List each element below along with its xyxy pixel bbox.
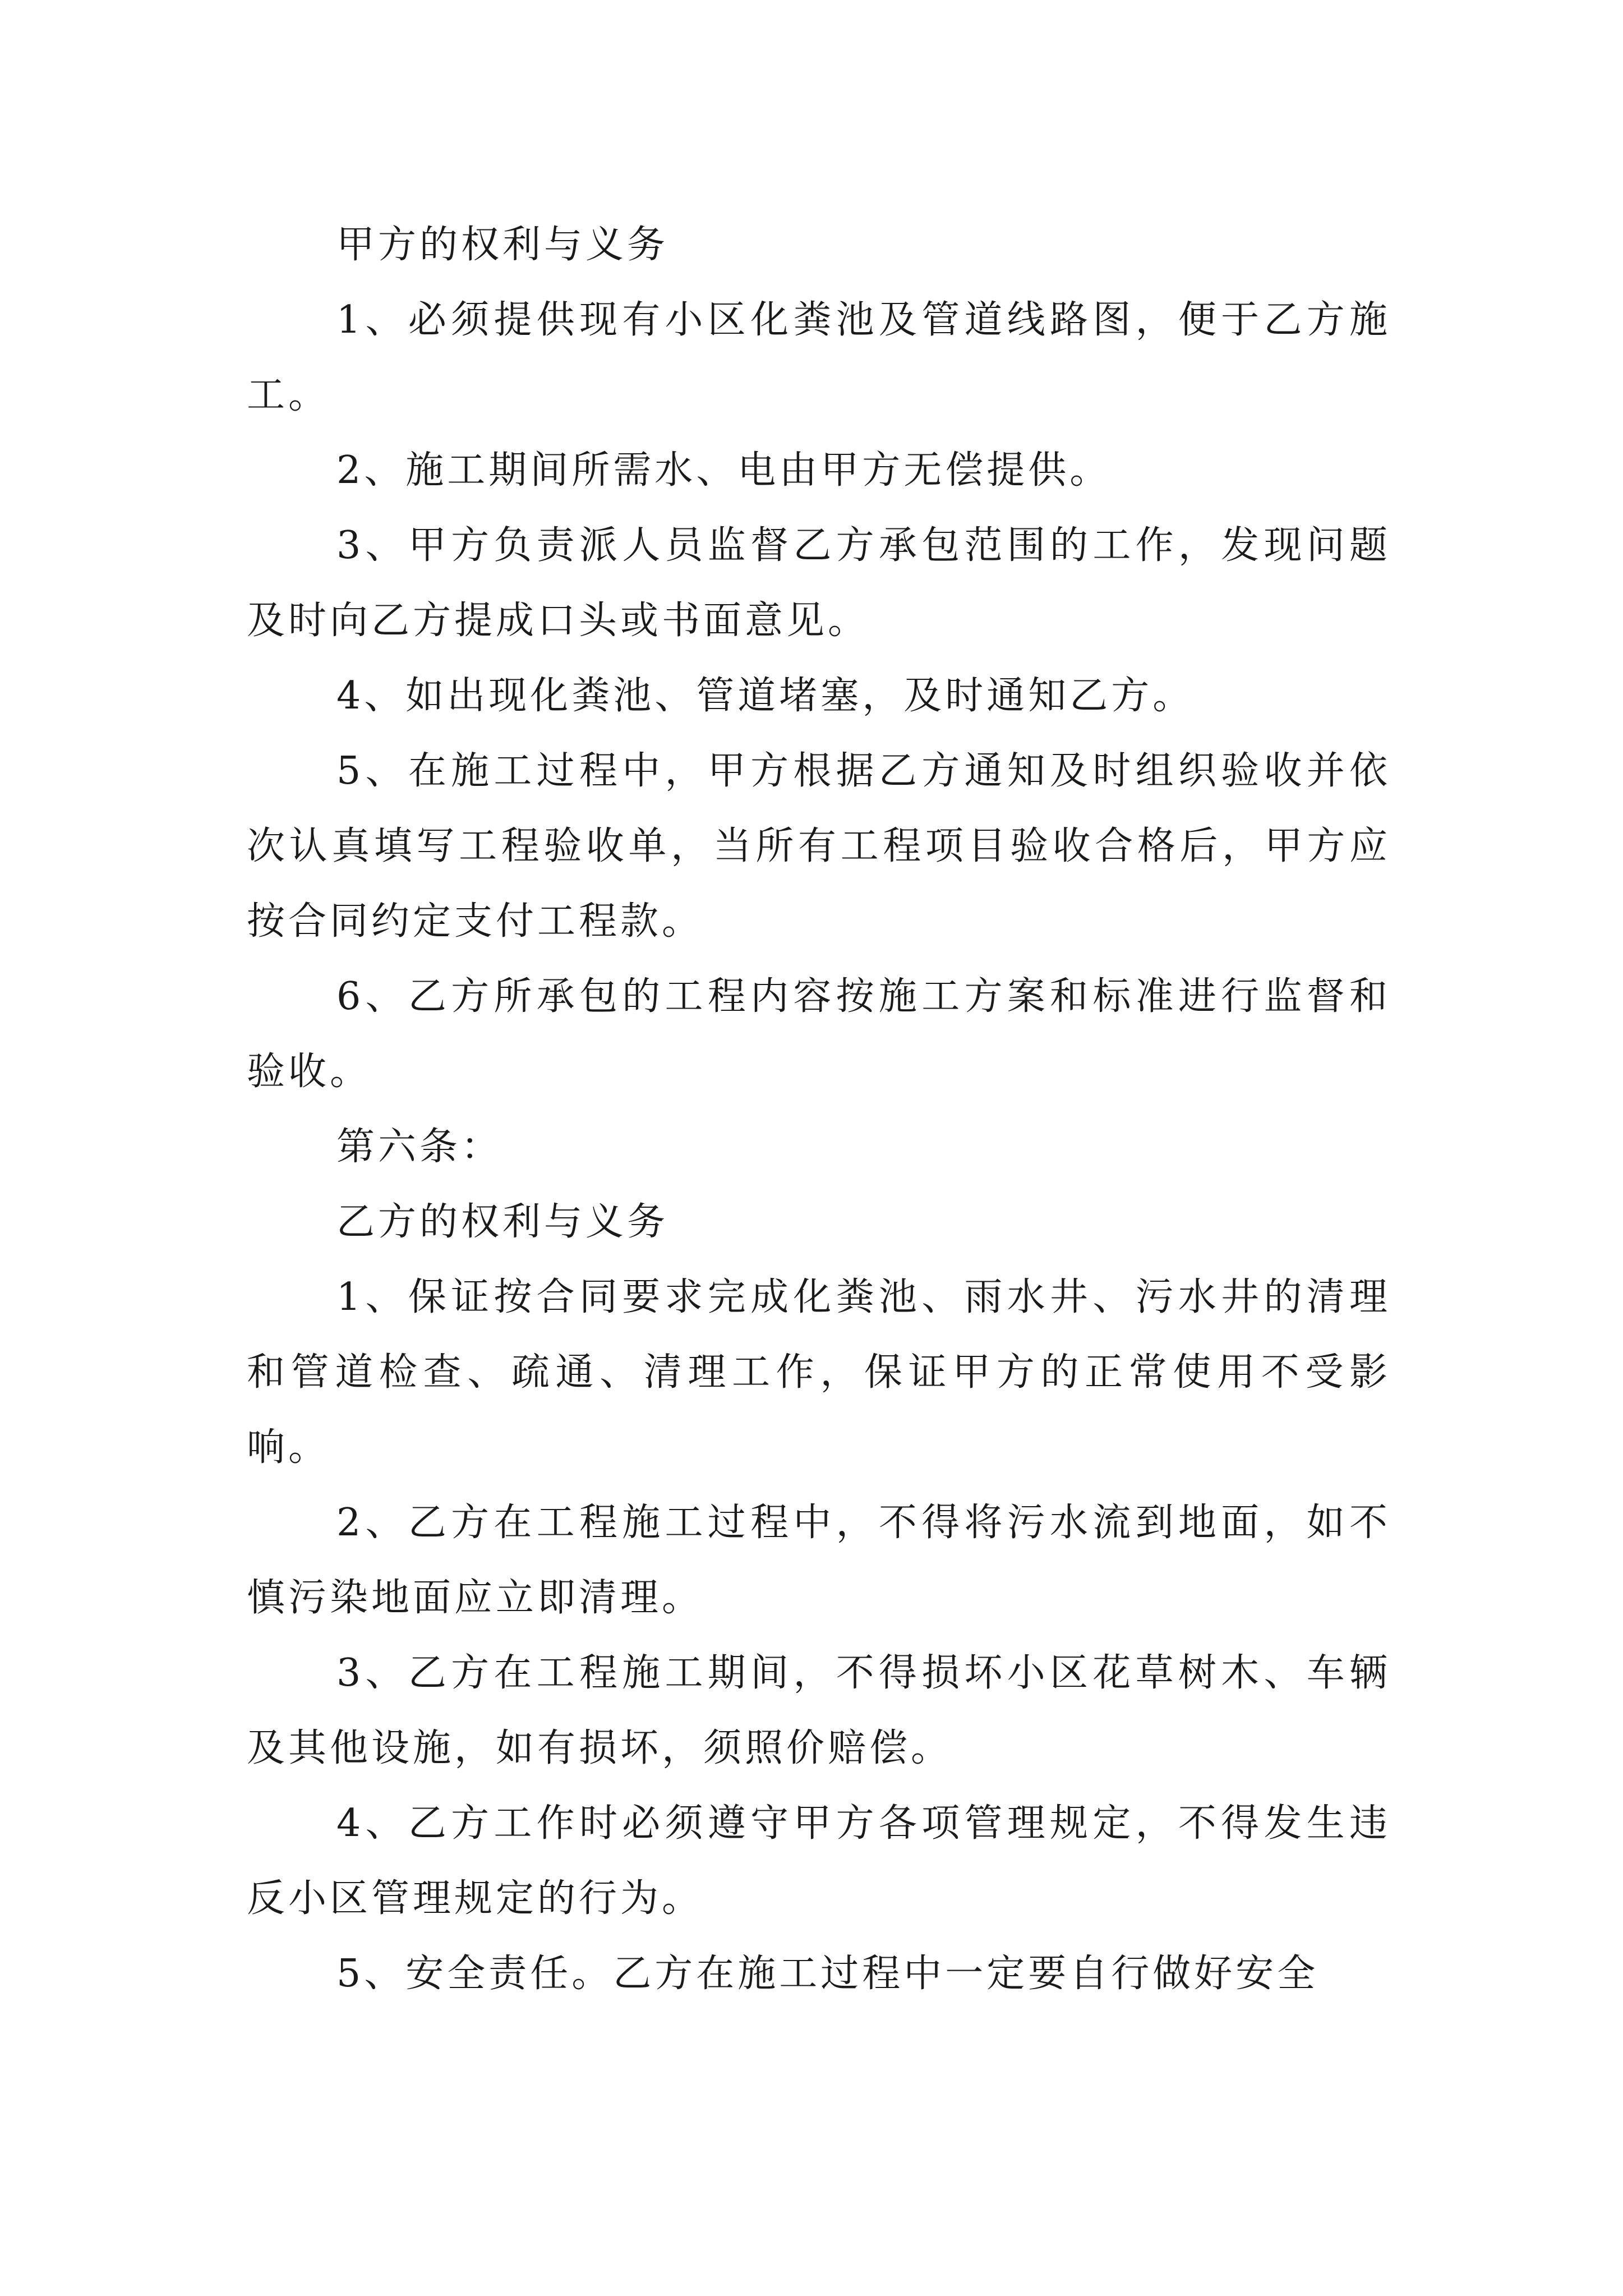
- party-a-clause-4: 4、如出现化粪池、管道堵塞，及时通知乙方。: [336, 674, 1195, 718]
- party-a-clause-3: 3、甲方负责派人员监督乙方承包范围的工作，发现问题及时向乙方提成口头或书面意见。: [247, 523, 1391, 643]
- party-a-clause-1: 1、必须提供现有小区化粪池及管道线路图，便于乙方施工。: [247, 298, 1391, 417]
- party-b-clause-2: 2、乙方在工程施工过程中，不得将污水流到地面，如不慎污染地面应立即清理。: [247, 1501, 1391, 1620]
- party-b-clause-3: 3、乙方在工程施工期间，不得损坏小区花草树木、车辆及其他设施，如有损坏，须照价赔偿。: [247, 1651, 1391, 1770]
- party-b-clause-1: 1、保证按合同要求完成化粪池、雨水井、污水井的清理和管道检查、疏通、清理工作，保证甲方的正常使用不受影响。: [247, 1275, 1391, 1470]
- party-b-clause-4: 4、乙方工作时必须遵守甲方各项管理规定，不得发生违反小区管理规定的行为。: [247, 1801, 1391, 1921]
- party-a-clause-6: 6、乙方所承包的工程内容按施工方案和标准进行监督和验收。: [247, 974, 1391, 1094]
- party-a-clause-2: 2、施工期间所需水、电由甲方无偿提供。: [336, 448, 1112, 493]
- article-six-heading: 第六条：: [336, 1125, 503, 1169]
- party-a-clause-5: 5、在施工过程中，甲方根据乙方通知及时组织验收并依次认真填写工程验收单，当所有工程项目验收合格后，甲方应按合同约定支付工程款。: [247, 749, 1391, 944]
- party-b-clause-5: 5、安全责任。乙方在施工过程中一定要自行做好安全: [336, 1952, 1319, 1996]
- section-heading-party-a-rights: 甲方的权利与义务: [336, 223, 669, 267]
- section-heading-party-b-rights: 乙方的权利与义务: [336, 1200, 669, 1244]
- document-body: [247, 208, 1391, 2012]
